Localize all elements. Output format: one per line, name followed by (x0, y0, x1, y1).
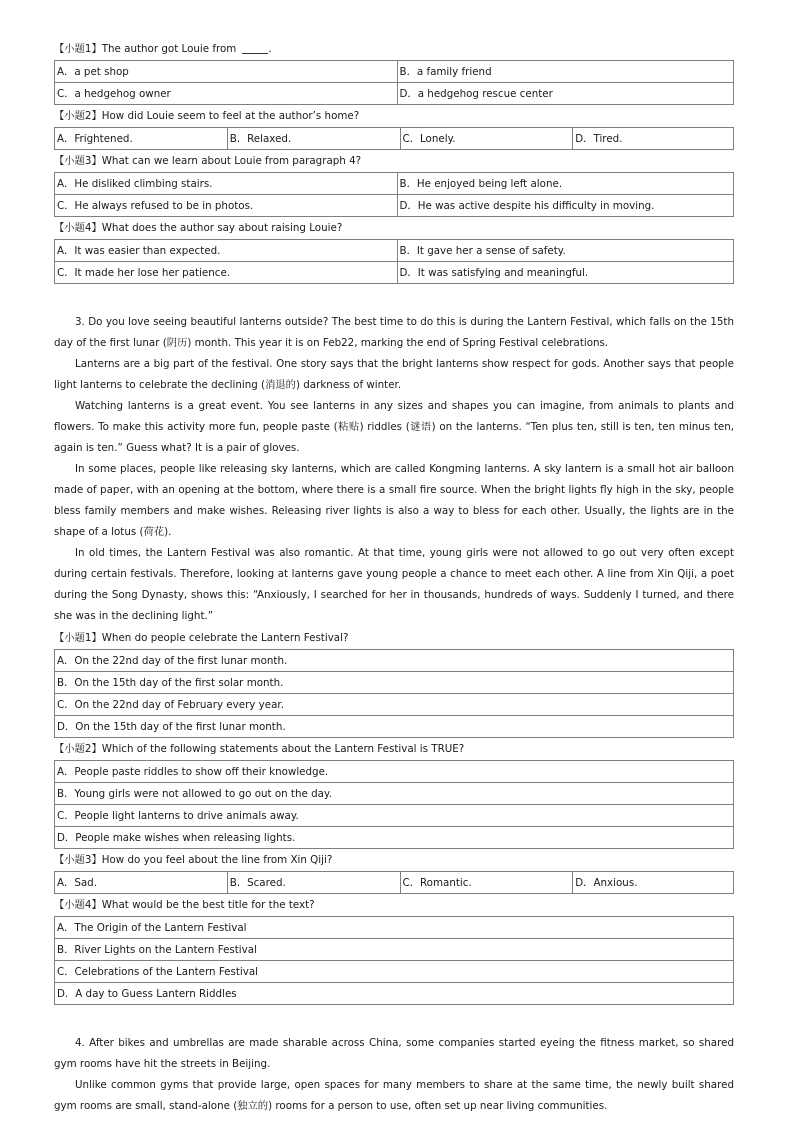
passage-paragraph: 4. After bikes and umbrellas are made sharable across China, some companies started eyeing the fitness market, so shared gym rooms have hit the streets in Beijing. (54, 1037, 734, 1070)
options-table (54, 760, 734, 849)
option-b[interactable]: B．He enjoyed being left alone. (397, 173, 734, 195)
worksheet-page (54, 38, 734, 1117)
passage-paragraph: Unlike common gyms that provide large, open spaces for many members to share at the same time, the newly built shared gym rooms are small, stand-alone (独立的) rooms for a person to use, often set up near living communities. (54, 1079, 734, 1112)
option-b[interactable]: B．It gave her a sense of safety. (397, 240, 734, 262)
option-d[interactable]: D．On the 15th day of the first lunar month. (55, 716, 734, 738)
option-b[interactable]: B．a family friend (397, 61, 734, 83)
question-stem: 【小题3】How do you feel about the line from Xin Qiji? (54, 854, 333, 866)
option-d[interactable]: D．People make wishes when releasing lights. (55, 827, 734, 849)
options-table (54, 60, 734, 105)
option-c[interactable]: C．a hedgehog owner (55, 83, 398, 105)
question-stem: 【小题2】Which of the following statements about the Lantern Festival is TRUE? (54, 743, 465, 755)
question-stem: 【小题3】What can we learn about Louie from paragraph 4? (54, 155, 362, 167)
option-a[interactable]: A．It was easier than expected. (55, 240, 398, 262)
option-a[interactable]: A．a pet shop (55, 61, 398, 83)
option-a[interactable]: A．Frightened. (55, 128, 228, 150)
passage-paragraph: In old times, the Lantern Festival was also romantic. At that time, young girls were not allowed to go out very often except during certain festivals. Therefore, looking at lanterns gave young people a chance to meet each other. A line from Xin Qiji, a poet during the Song Dynasty, shows this: “Anxiously, I searched for her in thousands, hundreds of ways. Suddenly I turned, and there she was in the declining light.” (54, 547, 734, 622)
option-d[interactable]: D．Anxious. (573, 872, 734, 894)
option-c[interactable]: C．It made her lose her patience. (55, 262, 398, 284)
passage2-questions (54, 38, 734, 284)
option-a[interactable]: A．People paste riddles to show off their knowledge. (55, 761, 734, 783)
passage-paragraph: In some places, people like releasing sky lanterns, which are called Kongming lanterns. A sky lantern is a small hot air balloon made of paper, with an opening at the bottom, where there is a small fire source. When the bright lights fly high in the sky, people bless family members and make wishes. Releasing river lights is also a way to bless for each other. Usually, the lights are in the shape of a lotus (荷花). (54, 463, 734, 538)
question-stem: 【小题4】What would be the best title for the text? (54, 899, 315, 911)
option-c[interactable]: C．People light lanterns to drive animals away. (55, 805, 734, 827)
option-a[interactable]: A．The Origin of the Lantern Festival (55, 917, 734, 939)
option-c[interactable]: C．On the 22nd day of February every year. (55, 694, 734, 716)
passage4 (54, 1033, 734, 1117)
option-b[interactable]: B．On the 15th day of the first solar month. (55, 672, 734, 694)
question-stem: 【小题1】When do people celebrate the Lantern Festival? (54, 632, 349, 644)
question-stem: 【小题4】What does the author say about raising Louie? (54, 222, 343, 234)
passage-paragraph: Lanterns are a big part of the festival. One story says that the bright lanterns show respect for gods. Another says that people light lanterns to celebrate the declining (消退的) darkness of winter. (54, 358, 734, 391)
option-a[interactable]: A．Sad. (55, 872, 228, 894)
option-d[interactable]: D．It was satisfying and meaningful. (397, 262, 734, 284)
options-table (54, 871, 734, 894)
option-c[interactable]: C．Lonely. (400, 128, 573, 150)
option-c[interactable]: C．Romantic. (400, 872, 573, 894)
options-table (54, 239, 734, 284)
option-b[interactable]: B．Young girls were not allowed to go out on the day. (55, 783, 734, 805)
options-table (54, 127, 734, 150)
passage-paragraph: Watching lanterns is a great event. You see lanterns in any sizes and shapes you can imagine, from animals to plants and flowers. To make this activity more fun, people paste (粘贴) riddles (谜语) on the lanterns. “Ten plus ten, still is ten, ten minus ten, again is ten.” Guess what? It is a pair of gloves. (54, 400, 734, 454)
option-b[interactable]: B．River Lights on the Lantern Festival (55, 939, 734, 961)
option-b[interactable]: B．Scared. (227, 872, 400, 894)
option-d[interactable]: D．Tired. (573, 128, 734, 150)
options-table (54, 916, 734, 1005)
option-d[interactable]: D．a hedgehog rescue center (397, 83, 734, 105)
option-b[interactable]: B．Relaxed. (227, 128, 400, 150)
options-table (54, 649, 734, 738)
option-c[interactable]: C．He always refused to be in photos. (55, 195, 398, 217)
question-stem: 【小题2】How did Louie seem to feel at the author’s home? (54, 110, 360, 122)
question-stem: 【小题1】The author got Louie from . (54, 43, 272, 55)
passage-paragraph: 3. Do you love seeing beautiful lanterns outside? The best time to do this is during the Lantern Festival, which falls on the 15th day of the first lunar (阴历) month. This year it is on Feb22, marking the end of Spring Festival celebrations. (54, 316, 734, 349)
answer-blank (242, 41, 268, 54)
passage3 (54, 312, 734, 1005)
option-c[interactable]: C．Celebrations of the Lantern Festival (55, 961, 734, 983)
option-a[interactable]: A．On the 22nd day of the first lunar month. (55, 650, 734, 672)
options-table (54, 172, 734, 217)
option-d[interactable]: D．He was active despite his difficulty in moving. (397, 195, 734, 217)
option-a[interactable]: A．He disliked climbing stairs. (55, 173, 398, 195)
option-d[interactable]: D．A day to Guess Lantern Riddles (55, 983, 734, 1005)
